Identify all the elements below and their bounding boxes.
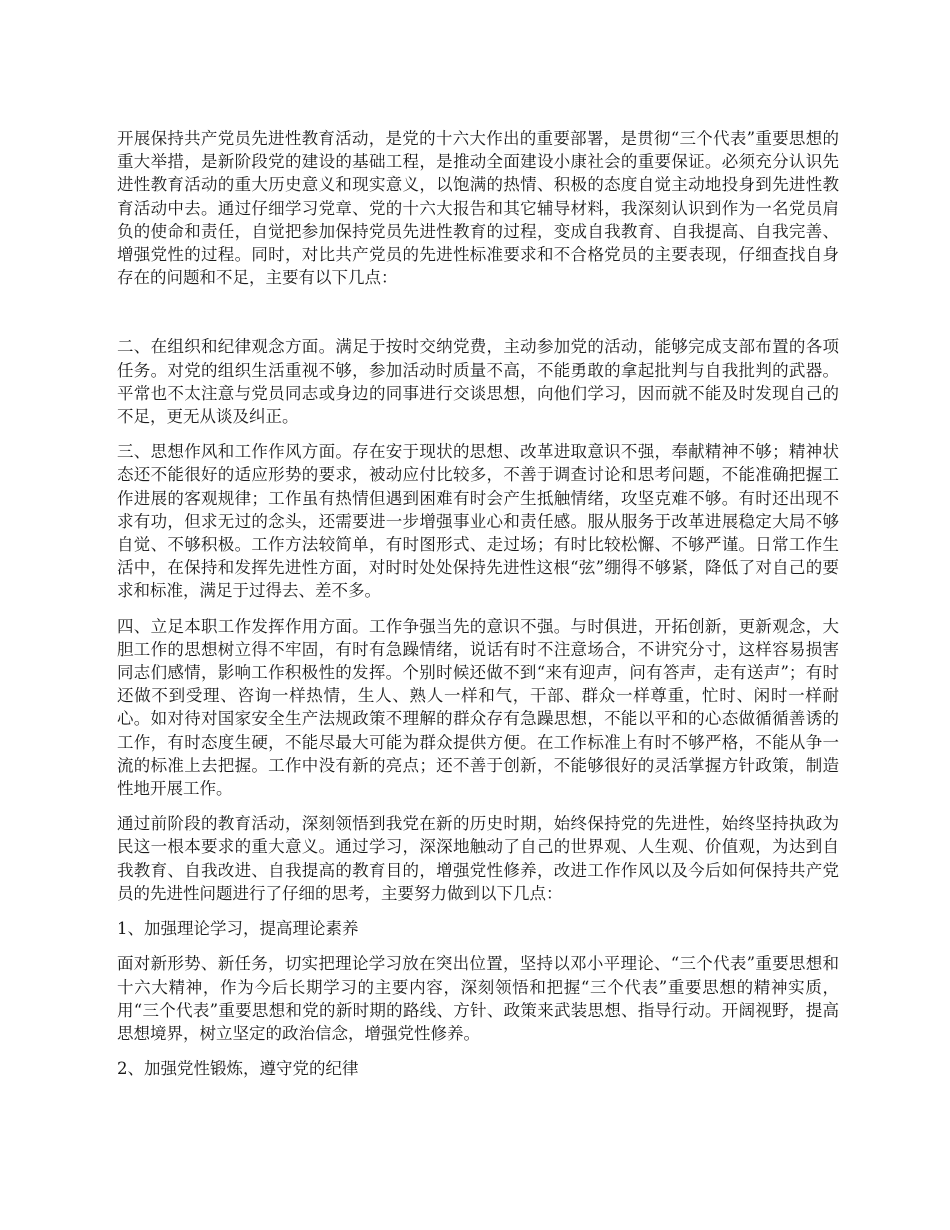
point-1-heading: 1、加强理论学习，提高理论素养 [117, 919, 359, 939]
point-1-paragraph: 面对新形势、新任务，切实把理论学习放在突出位置，坚持以邓小平理论、“三个代表”重要思想和十六大精神，作为今后长期学习的主要内容，深刻领悟和把握“三个代表”重要思想的精神实质，用“三个代表”重要思想和党的新时期的路线、方针、政策来武装思想、指导行动。开阔视野，提高思想境界，树立坚定的政治信念，增强党性修养。 [117, 954, 839, 1043]
section-2-paragraph: 二、在组织和纪律观念方面。满足于按时交纳党费，主动参加党的活动，能够完成支部布置的各项任务。对党的组织生活重视不够，参加活动时质量不高，不能勇敢的拿起批判与自我批判的武器。平常也不太注意与党员同志或身边的同事进行交谈思想，向他们学习，因而就不能及时发现自己的不足，更无从谈及纠正。 [117, 337, 839, 427]
section-4-paragraph: 四、立足本职工作发挥作用方面。工作争强当先的意识不强。与时俱进，开拓创新，更新观念，大胆工作的思想树立得不牢固，有时有急躁情绪，说话有时不注意场合，不讲究分寸，这样容易损害同志们感情，影响工作积极性的发挥。个别时候还做不到“来有迎声，问有答声，走有送声”；有时还做不到受理、咨询一样热情，生人、熟人一样和气，干部、群众一样尊重，忙时、闲时一样耐心。如对待对国家安全生产法规政策不理解的群众存有急躁思想，不能以平和的心态做循循善诱的工作，有时态度生硬，不能尽最大可能为群众提供方便。在工作标准上有时不够严格，不能从争一流的标准上去把握。工作中没有新的亮点；还不善于创新，不能够很好的灵活掌握方针政策，制造性地开展工作。 [117, 616, 839, 799]
document-body [117, 127, 839, 1092]
reflection-paragraph: 通过前阶段的教育活动，深刻领悟到我党在新的历史时期，始终保持党的先进性，始终坚持执政为民这一根本要求的重大意义。通过学习，深深地触动了自己的世界观、人生观、价值观，为达到自我教育、自我改进、自我提高的教育目的，增强党性修养，改进工作作风以及今后如何保持共产党员的先进性问题进行了仔细的思考，主要努力做到以下几点： [117, 814, 839, 903]
section-3-paragraph: 三、思想作风和工作作风方面。存在安于现状的思想、改革进取意识不强，奉献精神不够；精神状态还不能很好的适应形势的要求，被动应付比较多，不善于调查讨论和思考问题，不能准确把握工作进展的客观规律；工作虽有热情但遇到困难有时会产生抵触情绪，攻坚克难不够。有时还出现不求有功，但求无过的念头，还需要进一步增强事业心和责任感。服从服务于改革进展稳定大局不够自觉、不够积极。工作方法较简单，有时图形式、走过场；有时比较松懈、不够严谨。日常工作生活中，在保持和发挥先进性方面，对时时处处保持先进性这根“弦”绷得不够紧，降低了对自己的要求和标准，满足于过得去、差不多。 [117, 442, 839, 601]
intro-paragraph: 开展保持共产党员先进性教育活动，是党的十六大作出的重要部署，是贯彻“三个代表”重要思想的重大举措，是新阶段党的建设的基础工程，是推动全面建设小康社会的重要保证。必须充分认识先进性教育活动的重大历史意义和现实意义，以饱满的热情、积极的态度自觉主动地投身到先进性教育活动中去。通过仔细学习党章、党的十六大报告和其它辅导材料，我深刻认识到作为一名党员肩负的使命和责任，自觉把参加保持党员先进性教育的过程，变成自我教育、自我提高、自我完善、增强党性的过程。同时，对比共产党员的先进性标准要求和不合格党员的主要表现，仔细查找自身存在的问题和不足，主要有以下几点： [117, 129, 839, 288]
point-2-heading: 2、加强党性锻炼，遵守党的纪律 [117, 1059, 359, 1079]
